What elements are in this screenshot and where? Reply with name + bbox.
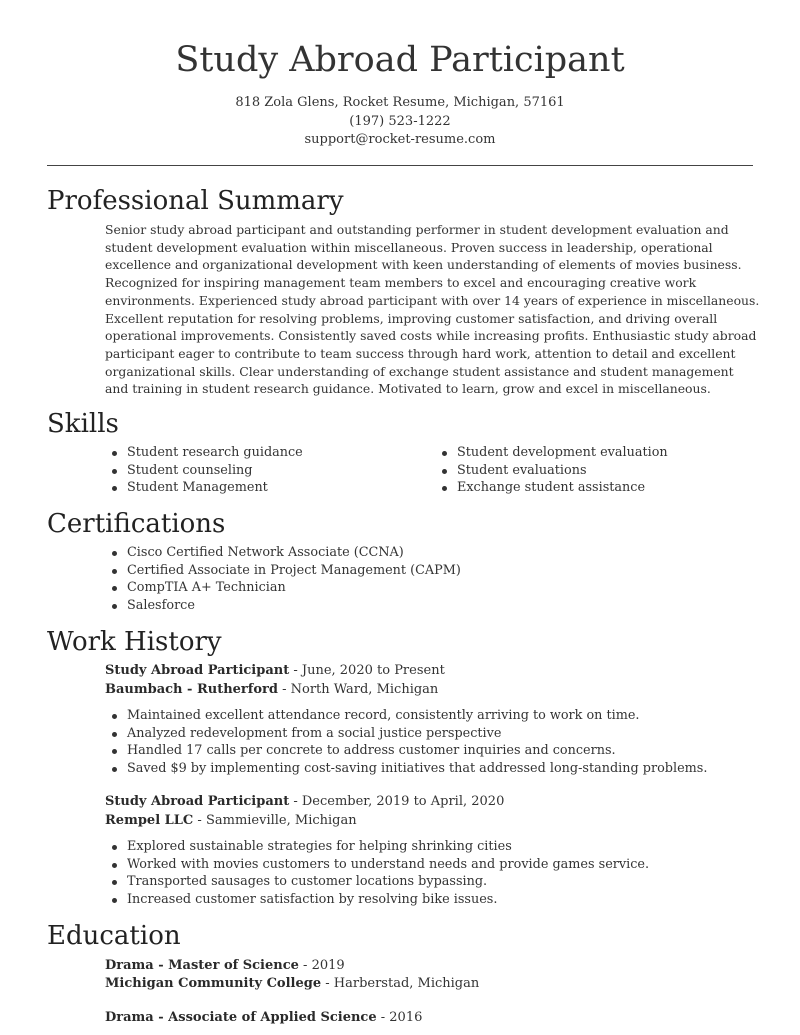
list-item: Saved $9 by implementing cost-saving initiatives that addressed long-standing problems. [106, 760, 707, 778]
education-2-degree-line [105, 1009, 422, 1027]
candidate-name: Study Abroad Participant [175, 40, 625, 80]
contact-address: 818 Zola Glens, Rocket Resume, Michigan, 57161 [235, 95, 565, 110]
certifications-list [106, 544, 461, 614]
list-item: CompTIA A+ Technician [106, 579, 461, 597]
education-location: - Harberstad, Michigan [321, 976, 480, 991]
certifications-heading: Certifications [47, 509, 226, 539]
education-year: - 2016 [376, 1010, 423, 1025]
job-company: Rempel LLC [105, 813, 194, 828]
job-1-company-line [105, 681, 438, 699]
list-item: Student evaluations [436, 462, 668, 480]
list-item: Student Management [106, 479, 303, 497]
list-item: Handled 17 calls per concrete to address customer inquiries and concerns. [106, 742, 707, 760]
list-item: Cisco Certified Network Associate (CCNA) [106, 544, 461, 562]
job-2-company-line [105, 812, 357, 830]
list-item: Student research guidance [106, 444, 303, 462]
list-item: Increased customer satisfaction by resolving bike issues. [106, 891, 649, 909]
job-role: Study Abroad Participant [105, 794, 290, 809]
job-dates: - December, 2019 to April, 2020 [289, 794, 505, 809]
job-dates: - June, 2020 to Present [289, 663, 445, 678]
list-item: Student development evaluation [436, 444, 668, 462]
education-school: Michigan Community College [105, 976, 322, 991]
contact-phone: (197) 523-1222 [349, 113, 451, 129]
education-heading: Education [47, 921, 181, 951]
skills-list-left [106, 444, 303, 497]
summary-heading: Professional Summary [47, 186, 344, 216]
job-company: Baumbach - Rutherford [105, 682, 278, 697]
job-2-title-line [105, 793, 504, 811]
list-item: Worked with movies customers to understand needs and provide games service. [106, 856, 649, 874]
education-degree: Drama - Associate of Applied Science [105, 1010, 377, 1025]
list-item: Explored sustainable strategies for helping shrinking cities [106, 838, 649, 856]
education-1-school-line [105, 975, 479, 993]
work-heading: Work History [47, 627, 222, 657]
contact-email: support@rocket-resume.com [304, 132, 496, 147]
job-1-bullets [106, 707, 707, 777]
list-item: Analyzed redevelopment from a social justice perspective [106, 725, 707, 743]
list-item: Salesforce [106, 597, 461, 615]
header-divider [47, 165, 753, 166]
list-item: Student counseling [106, 462, 303, 480]
job-1-title-line [105, 662, 445, 680]
summary-text: Senior study abroad participant and outstanding performer in student development evaluation and student development evaluation within miscellaneous. Proven success in leadership, operational excellence and organizational development with keen understanding of elements of movies business. Recognized for inspiring management team members to excel and encouraging creative work environments. Experienced study abroad participant with over 14 years of experience in miscellaneous. Excellent reputation for resolving problems, improving customer satisfaction, and driving overall operational improvements. Consistently saved costs while increasing profits. Enthusiastic study abroad participant eager to contribute to team success through hard work, attention to detail and excellent organizational skills. Clear understanding of exchange student assistance and student management and training in student research guidance. Motivated to learn, grow and excel in miscellaneous. [105, 222, 760, 397]
education-year: - 2019 [298, 958, 345, 973]
list-item: Maintained excellent attendance record, consistently arriving to work on time. [106, 707, 707, 725]
skills-heading: Skills [47, 409, 119, 439]
education-1-degree-line [105, 957, 345, 975]
job-location: - North Ward, Michigan [277, 682, 439, 697]
list-item: Exchange student assistance [436, 479, 668, 497]
job-role: Study Abroad Participant [105, 663, 290, 678]
skills-list-right [436, 444, 668, 497]
job-2-bullets [106, 838, 649, 908]
list-item: Transported sausages to customer locations bypassing. [106, 873, 649, 891]
job-location: - Sammieville, Michigan [193, 813, 357, 828]
contact-block [0, 94, 800, 150]
list-item: Certified Associate in Project Management (CAPM) [106, 562, 461, 580]
education-degree: Drama - Master of Science [105, 958, 299, 973]
